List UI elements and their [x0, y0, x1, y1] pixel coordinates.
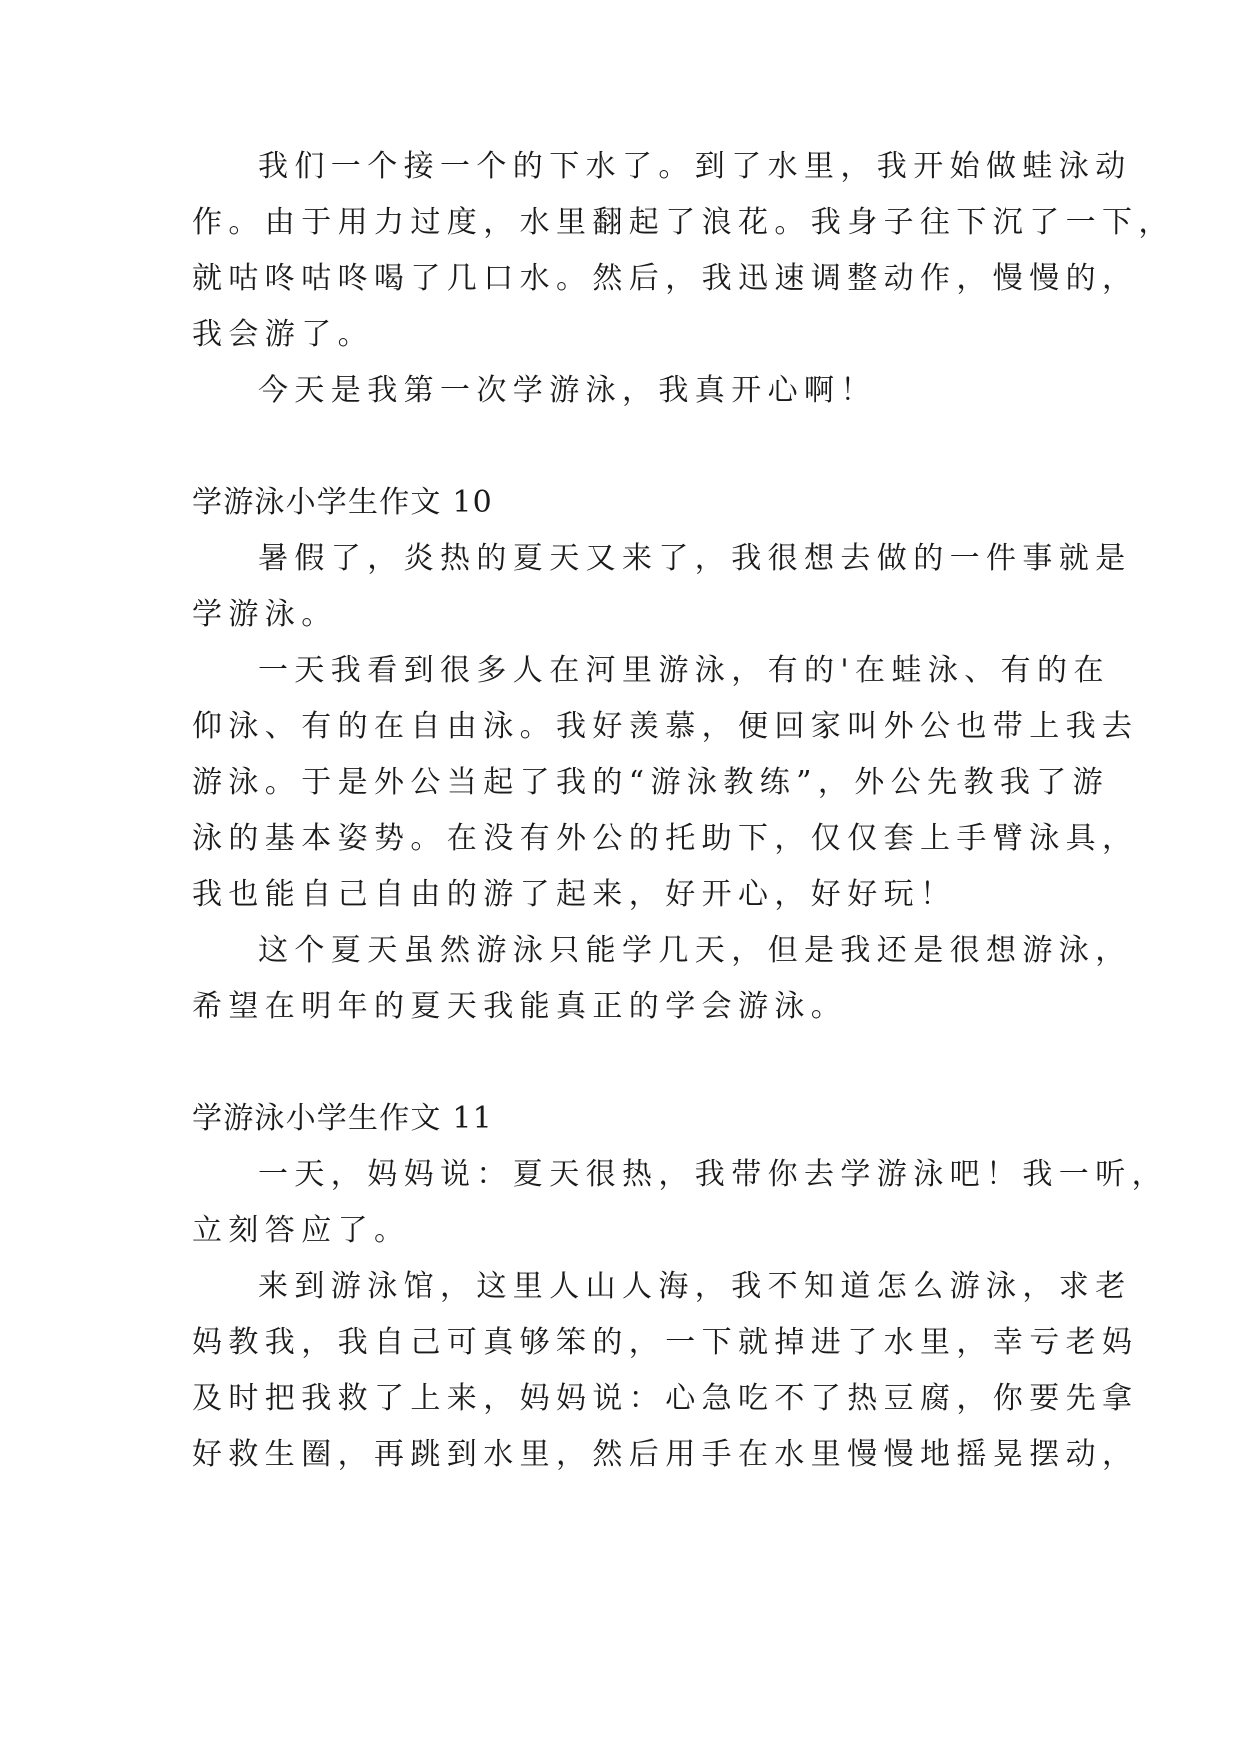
paragraph-line: 立刻答应了。: [192, 1213, 411, 1248]
paragraph-line: 我们一个接一个的下水了。到了水里，我开始做蛙泳动: [258, 149, 1132, 184]
paragraph-line: 一天，妈妈说：夏天很热，我带你去学游泳吧！我一听，: [258, 1157, 1168, 1192]
essay-heading: 学游泳小学生作文 10: [192, 485, 493, 520]
paragraph-line: 作。由于用力过度，水里翻起了浪花。我身子往下沉了一下，: [192, 205, 1175, 240]
paragraph-line: 这个夏天虽然游泳只能学几天，但是我还是很想游泳，: [258, 933, 1132, 968]
paragraph-line: 来到游泳馆，这里人山人海，我不知道怎么游泳，求老: [258, 1269, 1132, 1304]
paragraph-line: 今天是我第一次学游泳，我真开心啊！: [258, 373, 877, 408]
paragraph-line: 仰泳、有的在自由泳。我好羡慕，便回家叫外公也带上我去: [192, 709, 1139, 744]
paragraph-line: 游泳。于是外公当起了我的“游泳教练”，外公先教我了游: [192, 765, 1110, 800]
paragraph-line: 就咕咚咕咚喝了几口水。然后，我迅速调整动作，慢慢的，: [192, 261, 1139, 296]
paragraph-line: 及时把我救了上来，妈妈说：心急吃不了热豆腐，你要先拿: [192, 1381, 1139, 1416]
paragraph-line: 暑假了，炎热的夏天又来了，我很想去做的一件事就是: [258, 541, 1132, 576]
paragraph-line: 希望在明年的夏天我能真正的学会游泳。: [192, 989, 848, 1024]
paragraph-line: 我会游了。: [192, 317, 374, 352]
paragraph-line: 好救生圈，再跳到水里，然后用手在水里慢慢地摇晃摆动，: [192, 1437, 1139, 1472]
paragraph-line: 一天我看到很多人在河里游泳，有的'在蛙泳、有的在: [258, 653, 1110, 688]
paragraph-line: 泳的基本姿势。在没有外公的托助下，仅仅套上手臂泳具，: [192, 821, 1139, 856]
essay-heading: 学游泳小学生作文 11: [192, 1101, 493, 1136]
paragraph-line: 学游泳。: [192, 597, 338, 632]
paragraph-line: 我也能自己自由的游了起来，好开心，好好玩！: [192, 877, 957, 912]
paragraph-line: 妈教我，我自己可真够笨的，一下就掉进了水里，幸亏老妈: [192, 1325, 1139, 1360]
